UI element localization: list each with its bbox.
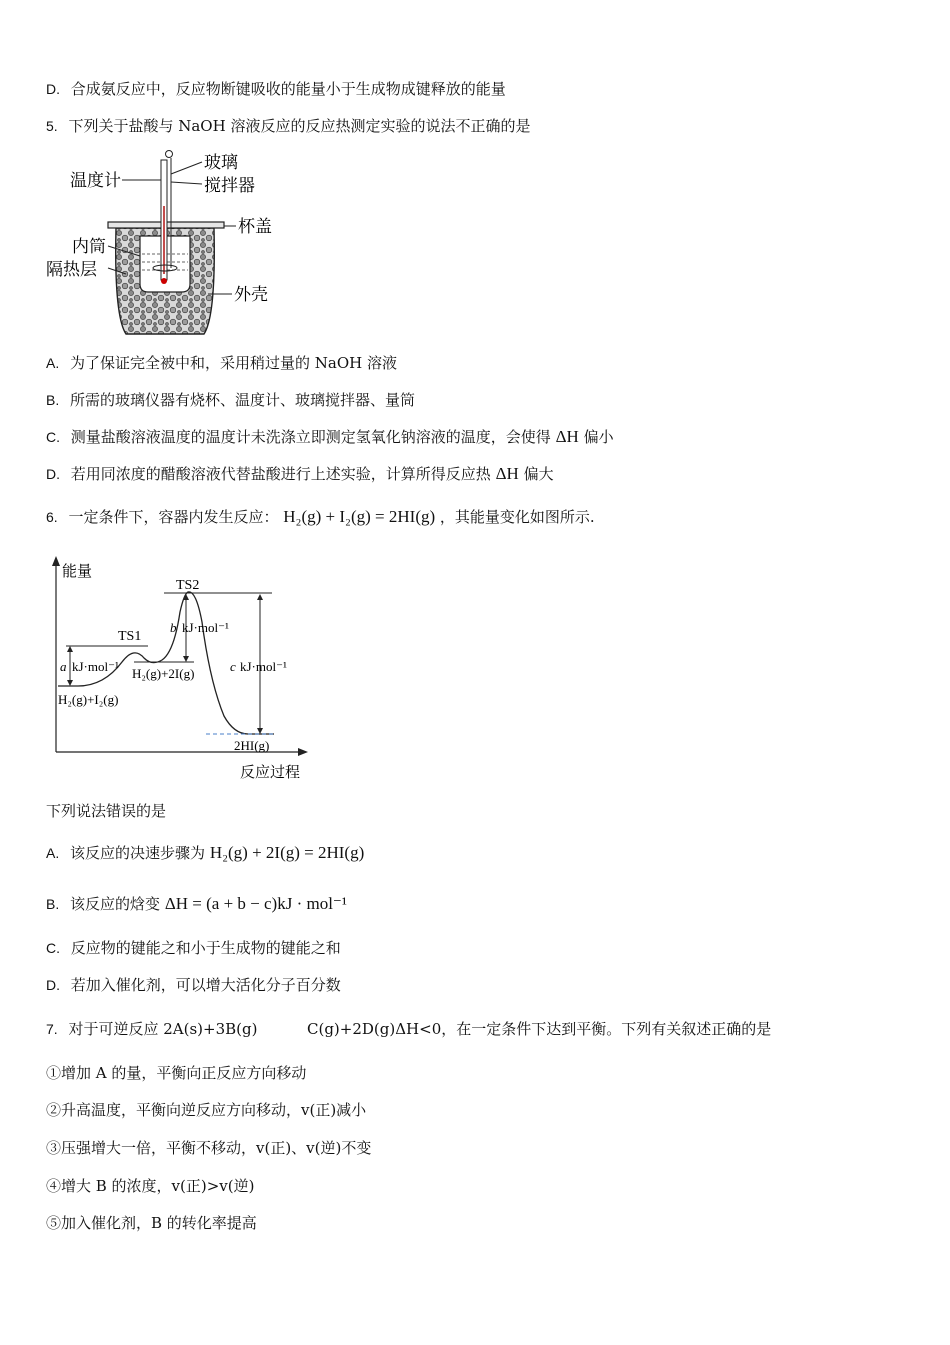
enthalpy-equation: ΔH = (a + b − c)kJ · mol⁻¹	[164, 894, 347, 913]
intermediate-label: H₂(g)+2I(g)	[132, 666, 195, 681]
label-insulation: 隔热层	[46, 260, 97, 280]
question-number: 7.	[46, 1021, 58, 1037]
q6-prompt: 下列说法错误的是	[46, 802, 167, 820]
question-text: 下列关于盐酸与 NaOH 溶液反应的反应热测定实验的说法不正确的是	[68, 117, 531, 135]
reactants-label: H₂(g)+I₂(g)	[58, 692, 119, 707]
option-text: 该反应的焓变	[70, 895, 161, 913]
option-text: 合成氨反应中，反应物断键吸收的能量小于生成物成键释放的能量	[70, 80, 506, 98]
reaction-equation: H₂(g) + I₂(g) = 2HI(g)	[283, 507, 436, 526]
option-label: D.	[46, 466, 60, 482]
c-unit: kJ·mol⁻¹	[240, 659, 287, 674]
option-label: D.	[46, 81, 60, 97]
x-axis-label: 反应过程	[240, 763, 301, 781]
option-label: B.	[46, 392, 60, 408]
label-stirrer: 搅拌器	[204, 176, 255, 196]
label-shell: 外壳	[234, 285, 268, 305]
option-text: 反应物的键能之和小于生成物的键能之和	[70, 939, 341, 957]
q6-option-a	[46, 843, 364, 863]
energy-diagram	[44, 552, 324, 784]
label-inner: 内筒	[72, 237, 106, 257]
product-label: 2HI(g)	[234, 738, 270, 753]
delta-h: ΔH	[495, 464, 519, 483]
option-text: 测量盐酸溶液温度的温度计未洗涤立即测定氢氧化钠溶液的温度，会使得	[70, 428, 551, 446]
option-text: 该反应的决速步骤为	[70, 844, 206, 862]
option-tail: 偏大	[523, 465, 554, 483]
question-text: 一定条件下，容器内发生反应：	[68, 508, 279, 526]
question-number: 6.	[46, 509, 58, 525]
question-text: 对于可逆反应 2A(s)+3B(g)	[68, 1020, 258, 1038]
b-unit: kJ·mol⁻¹	[182, 620, 229, 635]
option-label: C.	[46, 940, 60, 956]
option-text: 若加入催化剂，可以增大活化分子百分数	[70, 976, 341, 994]
c-variable: c	[230, 659, 236, 674]
label-thermometer: 温度计	[70, 171, 121, 191]
statement-2: ②升高温度，平衡向逆反应方向移动，v(正)减小	[46, 1101, 367, 1119]
option-label: A.	[46, 845, 60, 861]
q6-option-b	[46, 894, 347, 914]
q4-option-d	[46, 79, 506, 99]
statement-3: ③压强增大一倍，平衡不移动，v(正)、v(逆)不变	[46, 1139, 372, 1157]
question-7-continuation: C(g)+2D(g)ΔH<0，在一定条件下达到平衡。下列有关叙述正确的是	[307, 1020, 772, 1038]
option-text: 所需的玻璃仪器有烧杯、温度计、玻璃搅拌器、量筒	[70, 391, 416, 409]
statement-4: ④增大 B 的浓度，v(正)>v(逆)	[46, 1177, 255, 1195]
option-label: B.	[46, 896, 60, 912]
q5-option-d	[46, 464, 554, 484]
q5-option-b	[46, 390, 415, 410]
y-axis-label: 能量	[62, 562, 93, 580]
ts2-label: TS2	[176, 578, 200, 593]
label-lid: 杯盖	[238, 217, 272, 237]
option-label: C.	[46, 429, 60, 445]
calorimeter-figure	[44, 146, 294, 342]
q5-option-c	[46, 427, 614, 447]
q6-option-c	[46, 938, 341, 958]
b-variable: b	[170, 620, 177, 635]
question-number: 5.	[46, 118, 58, 134]
statement-5: ⑤加入催化剂，B 的转化率提高	[46, 1214, 257, 1232]
reaction-equation: H₂(g) + 2I(g) = 2HI(g)	[209, 843, 365, 862]
option-label: A.	[46, 355, 60, 371]
question-5	[46, 116, 530, 136]
option-text: 若用同浓度的醋酸溶液代替盐酸进行上述实验，计算所得反应热	[70, 465, 491, 483]
q5-option-a	[46, 353, 397, 373]
statement-1: ①增加 A 的量，平衡向正反应方向移动	[46, 1064, 307, 1082]
question-7	[46, 1019, 257, 1039]
option-tail: 偏小	[583, 428, 614, 446]
a-unit: kJ·mol⁻¹	[72, 659, 119, 674]
ts1-label: TS1	[118, 629, 142, 644]
option-label: D.	[46, 977, 60, 993]
q6-option-d	[46, 975, 341, 995]
label-glass: 玻璃	[204, 153, 238, 173]
delta-h: ΔH	[555, 427, 579, 446]
question-tail: ，其能量变化如图所示.	[439, 508, 595, 526]
question-6	[46, 507, 595, 527]
a-variable: a	[60, 659, 67, 674]
option-text: 为了保证完全被中和，采用稍过量的 NaOH 溶液	[70, 354, 397, 372]
